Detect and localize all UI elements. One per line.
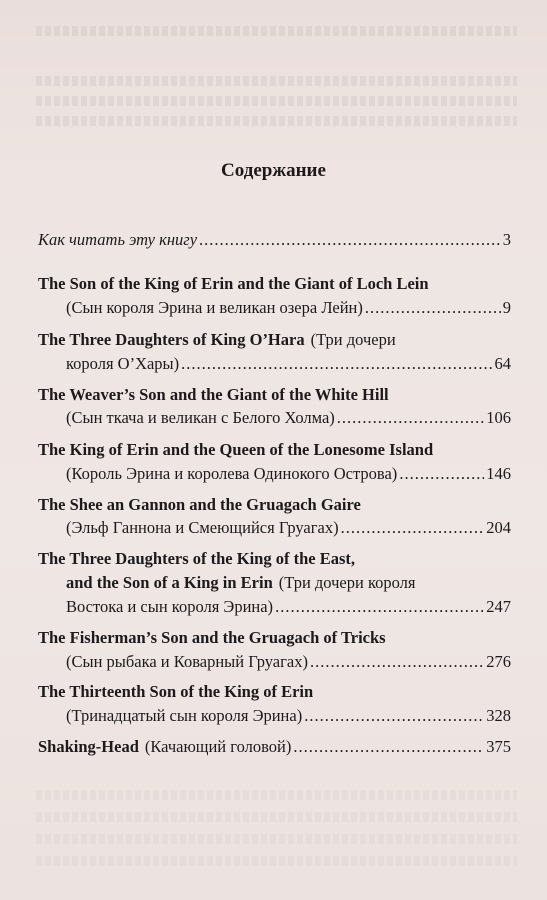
show-through-line <box>36 26 517 36</box>
toc-entry-continuation <box>66 652 511 674</box>
toc-entry-continuation <box>66 408 511 430</box>
toc-page-number: 276 <box>486 652 511 671</box>
toc-entry-title: The Weaver’s Son and the Giant of the White Hill <box>38 385 389 404</box>
show-through-line <box>36 790 517 800</box>
dot-leader <box>275 597 484 617</box>
toc-entry-continuation <box>66 573 511 595</box>
toc-entry[interactable] <box>38 628 511 650</box>
dot-leader <box>304 706 484 726</box>
toc-entry-title: Shaking-Head <box>38 737 139 756</box>
dot-leader <box>310 652 484 672</box>
toc-page-number: 106 <box>486 408 511 427</box>
toc-entry-continuation <box>66 354 511 376</box>
toc-entry-continuation <box>66 518 511 540</box>
dot-leader <box>337 408 484 428</box>
dot-leader <box>293 737 484 757</box>
toc-entry-translation: (Сын короля Эрина и великан озера Лейн) <box>66 298 363 317</box>
show-through-line <box>36 96 517 106</box>
dot-leader <box>199 230 501 250</box>
toc-entry-title: The Thirteenth Son of the King of Erin <box>38 682 314 701</box>
toc-entry-continuation <box>66 706 511 728</box>
toc-page-number: 146 <box>486 464 511 483</box>
toc-entry-translation: (Эльф Ганнона и Смеющийся Груагах) <box>66 518 339 537</box>
toc-entry-title: The Shee an Gannon and the Gruagach Gaire <box>38 495 361 514</box>
toc-entry[interactable] <box>38 549 511 571</box>
show-through-line <box>36 76 517 86</box>
toc-entry[interactable] <box>38 330 511 352</box>
toc-entry-translation: (Тринадцатый сын короля Эрина) <box>66 706 303 725</box>
toc-entry-translation: (Три дочери короля <box>278 573 416 592</box>
toc-entry-translation: (Сын ткача и великан с Белого Холма) <box>66 408 335 427</box>
toc-entry-continuation <box>66 464 511 486</box>
toc-entry[interactable] <box>38 495 511 517</box>
show-through-line <box>36 116 517 126</box>
toc-entry-translation: (Качающий головой) <box>144 737 292 756</box>
toc-entry-continuation <box>66 597 511 619</box>
toc-entry-title: The King of Erin and the Queen of the Lonesome Island <box>38 440 434 459</box>
toc-entry[interactable] <box>38 737 511 759</box>
toc-entry[interactable] <box>38 440 511 462</box>
toc-page-number: 3 <box>502 230 511 249</box>
toc-title: Содержание <box>221 160 326 181</box>
show-through-line <box>36 856 517 866</box>
toc-page-number: 204 <box>486 518 511 537</box>
toc-page-number: 328 <box>486 706 511 725</box>
toc-entry-title: The Fisherman’s Son and the Gruagach of Tricks <box>38 628 386 647</box>
toc-entry-title: The Three Daughters of King O’Hara <box>38 330 305 349</box>
toc-entry-title: The Son of the King of Erin and the Giant of Loch Lein <box>38 274 429 293</box>
toc-entry-title: Как читать эту книгу <box>38 230 198 249</box>
dot-leader <box>399 464 484 484</box>
toc-entry-translation: (Король Эрина и королева Одинокого Острова) <box>66 464 398 483</box>
show-through-line <box>36 834 517 844</box>
dot-leader <box>365 298 501 318</box>
dot-leader <box>341 518 485 538</box>
toc-entry[interactable] <box>38 274 511 296</box>
toc-entry-title-cont: and the Son of a King in Erin <box>66 573 273 592</box>
toc-entry-title: The Three Daughters of the King of the East, <box>38 549 356 568</box>
toc-entry[interactable] <box>38 230 511 252</box>
toc-entry[interactable] <box>38 385 511 407</box>
show-through-line <box>36 812 517 822</box>
toc-page-number: 247 <box>486 597 511 616</box>
toc-entry-translation: Востока и сын короля Эрина) <box>66 597 274 616</box>
toc-entry-translation: (Сын рыбака и Коварный Груагах) <box>66 652 308 671</box>
toc-entry-translation: (Три дочери <box>310 330 396 349</box>
toc-entry[interactable] <box>38 682 511 704</box>
toc-page-number: 375 <box>486 737 511 756</box>
toc-entry-continuation <box>66 298 511 320</box>
toc-page-number: 64 <box>494 354 511 373</box>
toc-entry-translation: короля О’Хары) <box>66 354 180 373</box>
dot-leader <box>181 354 492 374</box>
toc-page-number: 9 <box>502 298 511 317</box>
